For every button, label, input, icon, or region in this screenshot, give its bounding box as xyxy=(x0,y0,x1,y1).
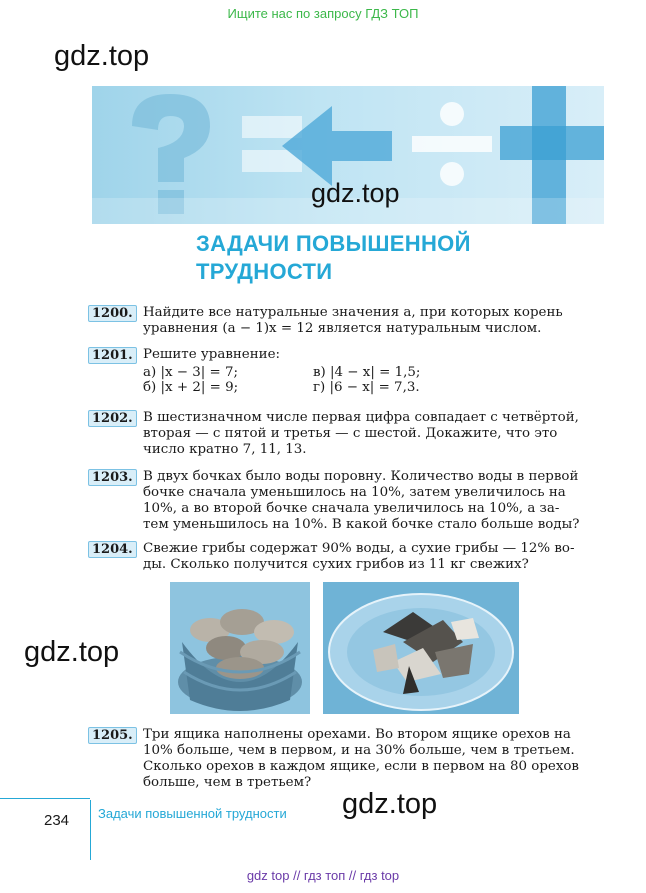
text-line: ды. Сколько получится сухих грибов из 11 кг свежих? xyxy=(143,557,529,572)
dried-mushrooms-photo xyxy=(323,582,519,714)
option-g: г) |6 − x| = 7,3. xyxy=(313,380,420,395)
text-line: Свежие грибы содержат 90% воды, а сухие грибы — 12% во- xyxy=(143,541,575,556)
problem-number-1201: 1201. xyxy=(88,347,137,364)
watermark-top-left: gdz.top xyxy=(54,40,150,72)
text-line: тем уменьшилось на 10%. В какой бочке стало больше воды? xyxy=(143,517,580,532)
option-a: а) |x − 3| = 7; xyxy=(143,365,239,380)
text-line: Найдите все натуральные значения a, при которых корень xyxy=(143,305,563,320)
problem-1200-text xyxy=(143,305,599,337)
problem-1201-text xyxy=(143,347,599,363)
problem-1204-text xyxy=(143,541,599,573)
text-line: бочке сначала уменьшилось на 10%, затем увеличилось на xyxy=(143,485,566,500)
footer-section-title: Задачи повышенной трудности xyxy=(98,806,287,821)
watermark-middle-left: gdz.top xyxy=(24,636,120,668)
problem-number-1204: 1204. xyxy=(88,541,137,558)
text-line: вторая — с пятой и третья — с шестой. Докажите, что это xyxy=(143,426,558,441)
problem-number-1205: 1205. xyxy=(88,727,137,744)
text-line: Решите уравнение: xyxy=(143,347,281,362)
text-line: число кратно 7, 11, 13. xyxy=(143,442,307,457)
text-line: В двух бочках было воды поровну. Количество воды в первой xyxy=(143,469,579,484)
problem-number-1203: 1203. xyxy=(88,469,137,486)
problem-number-1202: 1202. xyxy=(88,410,137,427)
problem-1205-text xyxy=(143,727,599,791)
page-number: 234 xyxy=(44,812,70,829)
text-line: В шестизначном числе первая цифра совпадает с четвёртой, xyxy=(143,410,579,425)
text-line: больше, чем в третьем? xyxy=(143,775,312,790)
search-hint-line: Ищите нас по запросу ГДЗ ТОП xyxy=(227,6,419,21)
footer-divider-horizontal xyxy=(0,798,90,799)
option-v: в) |4 − x| = 1,5; xyxy=(313,365,421,380)
option-b: б) |x + 2| = 9; xyxy=(143,380,239,395)
text-line: Сколько орехов в каждом ящике, если в первом на 80 орехов xyxy=(143,759,579,774)
problem-number-1200: 1200. xyxy=(88,305,137,322)
problem-1202-text xyxy=(143,410,599,458)
section-title-line-1: ЗАДАЧИ ПОВЫШЕННОЙ xyxy=(196,231,471,256)
text-line: Три ящика наполнены орехами. Во втором ящике орехов на xyxy=(143,727,571,742)
section-title xyxy=(196,230,576,286)
problem-1203-text xyxy=(143,469,599,533)
footer-divider-vertical xyxy=(90,800,91,860)
fresh-mushrooms-photo xyxy=(170,582,310,714)
watermark-banner: gdz.top xyxy=(311,178,400,208)
text-line: 10%, а во второй бочке сначала увеличилось на 10%, а за- xyxy=(143,501,560,516)
bottom-links-line: gdz top // гдз топ // гдз top xyxy=(246,868,400,883)
text-line: уравнения (a − 1)x = 12 является натуральным числом. xyxy=(143,321,542,336)
text-line: 10% больше, чем в первом, и на 30% больше, чем в третьем. xyxy=(143,743,575,758)
watermark-bottom: gdz.top xyxy=(342,788,438,820)
section-title-line-2: ТРУДНОСТИ xyxy=(196,259,333,284)
